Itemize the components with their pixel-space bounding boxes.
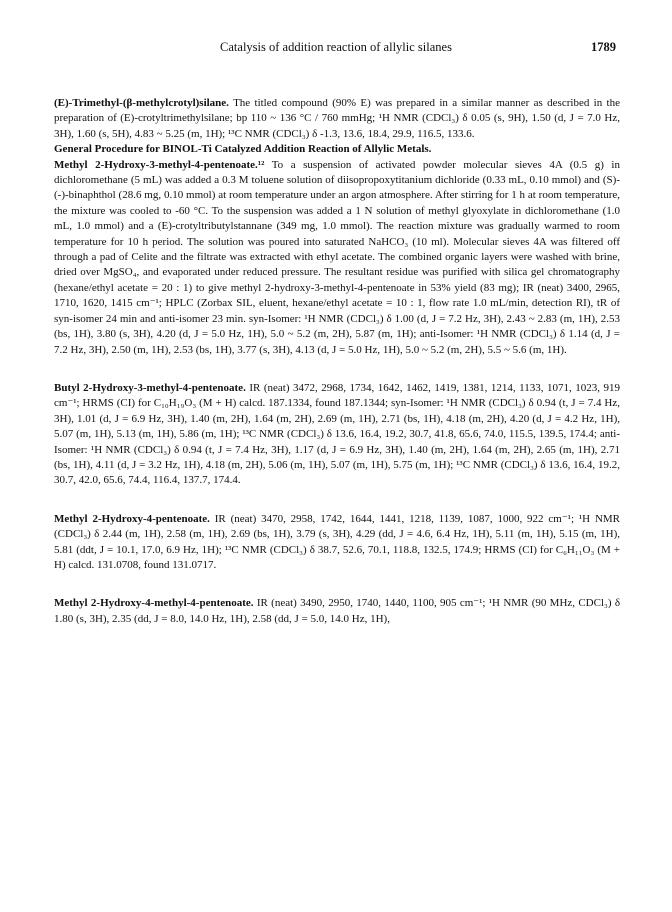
paragraph-body: IR (neat) 3470, 2958, 1742, 1644, 1441, 1218, 1139, 1087, 1000, 922 cm⁻¹; ¹H NMR (CDCl₃) δ 2.44 (m, 1H), 2.58 (m, 1H), 2.69 (bs, 1H), 3.79 (s, 3H), 4.29 (dd, J = 4.6, 6.4 Hz, 1H), 5.11 (m, 1H), 5.15 (m, 1H), 5.81 (ddt, J = 10.1, 17.0, 6.9 Hz, 1H); ¹³C NMR (CDCl₃) δ 38.7, 52.6, 70.1, 118.8, 132.5, 174.9; HRMS (CI) for C₆H₁₁O₃ (M + H) calcd. 131.0708, found 131.0717. [54,512,621,571]
section-paragraph [54,596,620,627]
paragraph-body: IR (neat) 3472, 2968, 1734, 1642, 1462, 1419, 1381, 1214, 1133, 1071, 1023, 919 cm⁻¹; HRMS (CI) for C₁₀H₁₉O₃ (M + H) calcd. 187.1334, found 187.1344; syn-Isomer: ¹H NMR (CDCl₃) δ 0.94 (t, J = 7.4 Hz, 3H), 1.01 (d, J = 6.9 Hz, 3H), 1.40 (m, 2H), 1.64 (m, 2H), 2.69 (m, 1H), 2.71 (bs, 1H), 4.18 (m, 2H), 4.20 (d, J = 4.2 Hz, 1H), 5.07 (m, 1H), 5.13 (m, 1H), 5.86 (m, 1H); ¹³C NMR (CDCl₃) δ 13.6, 16.4, 19.2, 30.7, 41.8, 65.6, 74.0, 115.5, 139.5, 174.4; anti-Isomer: ¹H NMR (CDCl₃) δ 0.94 (t, J = 7.4 Hz, 3H), 1.17 (d, J = 6.9 Hz, 3H), 1.40 (m, 2H), 1.64 (m, 2H), 2.65 (m, 1H), 2.71 (bs, 1H), 4.11 (d, J = 3.2 Hz, 1H), 4.18 (m, 2H), 5.06 (m, 1H), 5.07 (m, 1H), 5.75 (m, 1H); ¹³C NMR (CDCl₃) δ 13.6, 16.4, 19.2, 30.7, 42.0, 65.6, 74.4, 116.4, 137.7, 174.4. [54,381,620,487]
running-title: Catalysis of addition reaction of allylic silanes [220,40,452,54]
section-paragraph [54,158,620,358]
section-heading: General Procedure for BINOL-Ti Catalyzed Addition Reaction of Allylic Metals. [54,143,432,156]
paragraph-body: To a suspension of activated powder molecular sieves 4A (0.5 g) in dichloromethane (5 mL) was added a 0.3 M toluene solution of diisopropoxytitanium dichloride (0.33 mL, 0.10 mmol) and (S)-(-)-binaphthol (28.6 mg, 0.10 mmol) at room temperature under an argon atmosphere. After stirring for 1 h at room temperature, the mixture was cooled to -60 °C. To the suspension was added a 1 N solution of methyl glyoxylate in dichloromethane (1.0 mL, 1.0 mmol) and a (E)-crotyltributylstannane (349 mg, 1.0 mmol). The reaction mixture was gradually warmed to room temperature for 10 h period. The solution was poured into saturated NaHCO₃ (10 ml). Molecular sieves 4A was filtered off through a pad of Celite and the filtrate was extracted with ethyl acetate. The combined organic layers were washed with brine, dried over MgSO₄, and evaporated under reduced pressure. The resultant residue was purified with silica gel chromatography (hexane/ethyl acetate = 20 : 1) to give methyl 2-hydroxy-3-methyl-4-pentenoate in 53% yield (83 mg); IR (neat) 3400, 2965, 1710, 1620, 1415 cm⁻¹; HPLC (Zorbax SIL, eluent, hexane/ethyl acetate = 10 : 1, flow rate 1.0 mL/min, detection RI), tR of syn-isomer 24 min and anti-isomer 23 min. syn-Isomer: ¹H NMR (CDCl₃) δ 1.00 (d, J = 7.2 Hz, 3H), 2.43 ~ 2.83 (m, 1H), 2.53 (bs, 1H), 3.80 (s, 3H), 4.20 (d, J = 5.0 Hz, 1H), 5.0 ~ 5.2 (m, 2H), 5.87 (m, 1H); anti-Isomer: ¹H NMR (CDCl₃) δ 1.14 (d, J = 7.2 Hz, 3H), 2.50 (m, 1H), 2.53 (bs, 1H), 3.77 (s, 3H), 4.13 (d, J = 5.0 Hz, 1H), 5.0 ~ 5.2 (m, 2H), 5.5 ~ 5.6 (m, 1H). [54,158,620,356]
compound-title: Methyl 2-Hydroxy-3-methyl-4-pentenoate.¹² [54,158,265,171]
section-paragraph [54,512,620,574]
compound-title: (E)-Trimethyl-(β-methylcrotyl)silane. [54,97,229,109]
compound-title: Methyl 2-Hydroxy-4-pentenoate. [54,512,210,525]
paragraph-body: The titled compound (90% E) was prepared in a similar manner as described in the preparation of (E)-crotyltrimethylsilane; bp 110 ~ 136 °C / 760 mmHg; ¹H NMR (CDCl₃) δ 0.05 (s, 9H), 1.50 (d, J = 7.0 Hz, 3H), 1.60 (s, 5H), 4.83 ~ 5.25 (m, 1H); ¹³C NMR (CDCl₃) δ -1.3, 13.6, 18.4, 29.9, 116.5, 133.6. [54,97,620,140]
compound-title: Butyl 2-Hydroxy-3-methyl-4-pentenoate. [54,381,246,394]
section-paragraph [54,96,620,142]
page-header [0,40,672,60]
page-number: 1789 [591,40,616,54]
section-paragraph [54,381,620,489]
page-content [54,96,620,627]
compound-title: Methyl 2-Hydroxy-4-methyl-4-pentenoate. [54,597,254,610]
paragraph-body: IR (neat) 3490, 2950, 1740, 1440, 1100, 905 cm⁻¹; ¹H NMR (90 MHz, CDCl₃) δ 1.80 (s, 3H), 2.35 (dd, J = 8.0, 14.0 Hz, 1H), 2.58 (dd, J = 5.0, 14.0 Hz, 1H), [54,597,620,625]
